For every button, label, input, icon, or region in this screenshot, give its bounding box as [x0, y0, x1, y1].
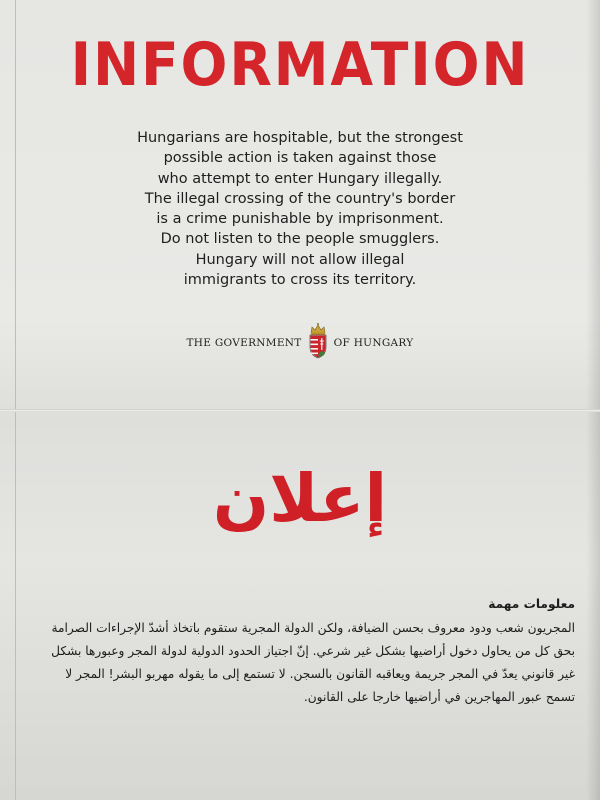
notice-line: The illegal crossing of the country's border: [144, 190, 456, 207]
notice-line: is a crime punishable by imprisonment.: [156, 211, 444, 228]
arabic-line: تسمح عبور المهاجرين في أراضيها خارجا على القانون.: [303, 690, 575, 704]
arabic-title: إعلان: [212, 460, 388, 537]
page-edge-shadow: [586, 0, 600, 800]
paper-fold: [0, 409, 600, 412]
arabic-line: بحق كل من يحاول دخول أراضيها بشكل غير شرعي. إنّ اجتياز الحدود الدولية لدولة المجر وعبورها بشكل: [51, 644, 575, 658]
notice-line: Do not listen to the people smugglers.: [160, 231, 440, 248]
notice-line: Hungarians are hospitable, but the strongest: [137, 130, 463, 146]
arabic-line: غير قانوني يعدّ في المجر جريمة ويعاقبه القانون بالسجن. لا تستمع إلى ما يقوله مهربو البشر! المجر لا: [65, 667, 575, 681]
arabic-heading: معلومات مهمة: [488, 597, 575, 611]
arabic-notice: [15, 597, 575, 709]
signature-right: OF HUNGARY: [333, 336, 414, 349]
notice-line: immigrants to cross its territory.: [183, 272, 417, 289]
notice-line: who attempt to enter Hungary illegally.: [157, 170, 443, 187]
information-title: INFORMATION: [70, 30, 530, 100]
notice-line: Hungary will not allow illegal: [195, 251, 405, 268]
hungarian-coat-of-arms-icon: [308, 323, 328, 362]
government-signature: [0, 323, 600, 362]
notice-line: possible action is taken against those: [163, 150, 437, 167]
signature-left: THE GOVERNMENT: [186, 336, 302, 349]
arabic-line: المجريون شعب ودود معروف بحسن الضيافة، ولكن الدولة المجرية ستقوم باتخاذ أشدّ الإجراءات الصرامة: [51, 621, 575, 635]
english-notice: [110, 128, 490, 290]
